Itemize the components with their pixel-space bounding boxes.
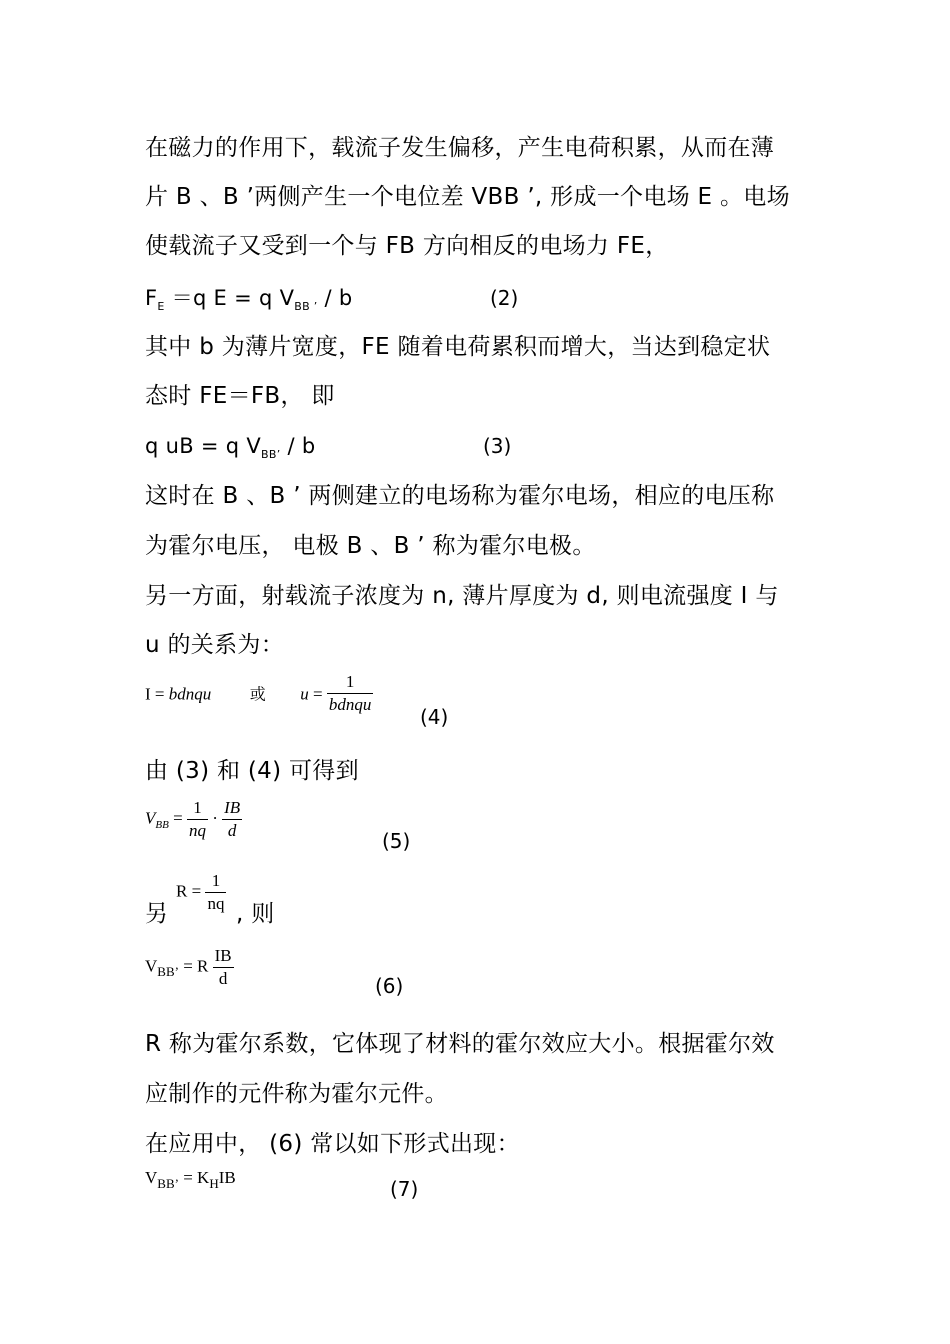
text-line-11: u 的关系为： <box>145 632 284 658</box>
text-line-2: 片 B 、B ’两侧产生一个电位差 VBB ’, 形成一个电场 E 。电场 <box>145 184 790 210</box>
equation-5-number: (5) <box>382 829 411 853</box>
text-line-15a: 另 <box>145 901 169 927</box>
equation-5: $V_{BB}$ = $\frac{1}{nq}$ · $\frac{IB}{d}$ <box>145 798 241 840</box>
text-line-10: 另一方面，射载流子浓度为 n, 薄片厚度为 d, 则电流强度 I 与 <box>145 583 779 609</box>
equation-3-number: (3) <box>483 434 512 458</box>
equation-4-number: (4) <box>420 705 449 729</box>
text-line-9: 为霍尔电压， 电极 B 、B ’ 称为霍尔电极。 <box>145 533 596 559</box>
equation-6: $V_{BB’} = R$ $\frac{IB}{d}$ <box>145 946 232 988</box>
text-line-5: 其中 b 为薄片宽度，FE 随着电荷累积而增大，当达到稳定状 <box>145 334 771 360</box>
text-line-6: 态时 FE＝FB， 即 <box>145 383 335 409</box>
text-line-19: 在应用中， (6) 常以如下形式出现： <box>145 1131 520 1157</box>
equation-7: $V_{BB’} = K_HIB$ <box>145 1168 236 1191</box>
text-line-1: 在磁力的作用下，载流子发生偏移，产生电荷积累，从而在薄 <box>145 135 775 161</box>
text-line-13: 由 (3) 和 (4) 可得到 <box>145 758 359 784</box>
text-line-8: 这时在 B 、B ’ 两侧建立的电场称为霍尔电场，相应的电压称 <box>145 483 775 509</box>
equation-r: R = $\frac{1}{nq}$ <box>176 871 225 913</box>
equation-4: I = bdnqu 或 u = $\frac{1}{\text{bdnqu}}$ <box>145 672 372 714</box>
text-line-17: R 称为霍尔系数，它体现了材料的霍尔效应大小。根据霍尔效 <box>145 1031 775 1057</box>
equation-7-number: (7) <box>390 1177 419 1201</box>
equation-6-number: (6) <box>375 974 404 998</box>
equation-2-number: (2) <box>490 286 519 310</box>
text-line-3: 使载流子又受到一个与 FB 方向相反的电场力 FE， <box>145 233 669 259</box>
equation-2: $F_E =q$ E = q $V_{BB ’}$ / b <box>145 286 353 313</box>
text-line-15b: , 则 <box>236 901 275 927</box>
equation-3: q uB = q $V_{BB’}$ / b <box>145 434 316 461</box>
text-line-18: 应制作的元件称为霍尔元件。 <box>145 1081 448 1107</box>
